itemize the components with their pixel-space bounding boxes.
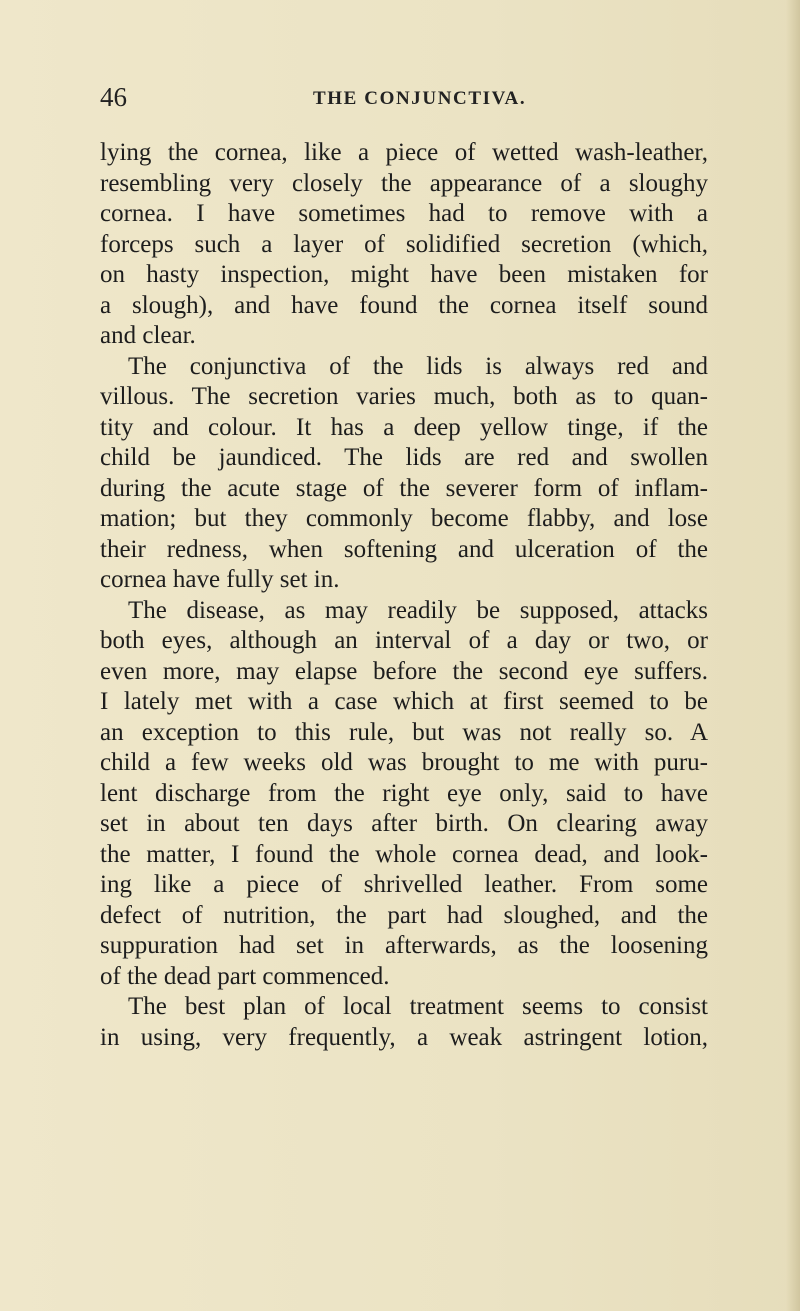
- text-line: the matter, I found the whole cornea dead, and look-: [100, 840, 708, 868]
- body-text: [100, 138, 708, 1053]
- text-line: lying the cornea, like a piece of wetted wash-leather,: [100, 139, 708, 166]
- text-line: of the dead part commenced.: [100, 962, 390, 990]
- text-line: tity and colour. It has a deep yellow tinge, if the: [100, 413, 708, 441]
- text-line: child a few weeks old was brought to me with puru-: [100, 749, 708, 776]
- text-line: even more, may elapse before the second eye suffers.: [100, 657, 708, 685]
- text-line: in using, very frequently, a weak astringent lotion,: [100, 1023, 708, 1051]
- text-line: suppuration had set in afterwards, as the loosening: [100, 932, 708, 959]
- text-line: both eyes, although an interval of a day or two, or: [100, 627, 708, 654]
- running-head: THE CONJUNCTIVA.: [313, 88, 527, 109]
- text-line: on hasty inspection, might have been mistaken for: [100, 261, 708, 288]
- text-line: an exception to this rule, but was not really so. A: [100, 718, 708, 746]
- page-number: 46: [100, 82, 127, 112]
- text-line: child be jaundiced. The lids are red and swollen: [100, 444, 708, 471]
- paragraph-start: The conjunctiva of the lids is always red and: [128, 352, 708, 380]
- text-line: a slough), and have found the cornea itself sound: [100, 291, 708, 319]
- text-line: ing like a piece of shrivelled leather. From some: [100, 871, 708, 898]
- text-line: lent discharge from the right eye only, said to have: [100, 779, 708, 807]
- page-header: [100, 82, 740, 118]
- text-line: forceps such a layer of solidified secretion (which,: [100, 230, 708, 258]
- text-line: defect of nutrition, the part had sloughed, and the: [100, 901, 708, 929]
- text-line: during the acute stage of the severer form of inflam-: [100, 474, 708, 502]
- text-line: villous. The secretion varies much, both as to quan-: [100, 383, 708, 410]
- paragraph-start: The disease, as may readily be supposed, attacks: [128, 596, 708, 624]
- text-line: resembling very closely the appearance of a sloughy: [100, 169, 708, 197]
- text-line: set in about ten days after birth. On clearing away: [100, 810, 708, 837]
- text-line: and clear.: [100, 322, 196, 349]
- text-line: cornea have fully set in.: [100, 566, 340, 593]
- paragraph-start: The best plan of local treatment seems to consist: [128, 993, 708, 1020]
- text-line: mation; but they commonly become flabby, and lose: [100, 505, 708, 532]
- text-line: cornea. I have sometimes had to remove with a: [100, 200, 708, 227]
- text-line: I lately met with a case which at first seemed to be: [100, 688, 708, 715]
- page-edge-shadow: [786, 0, 800, 1311]
- text-line: their redness, when softening and ulceration of the: [100, 535, 708, 563]
